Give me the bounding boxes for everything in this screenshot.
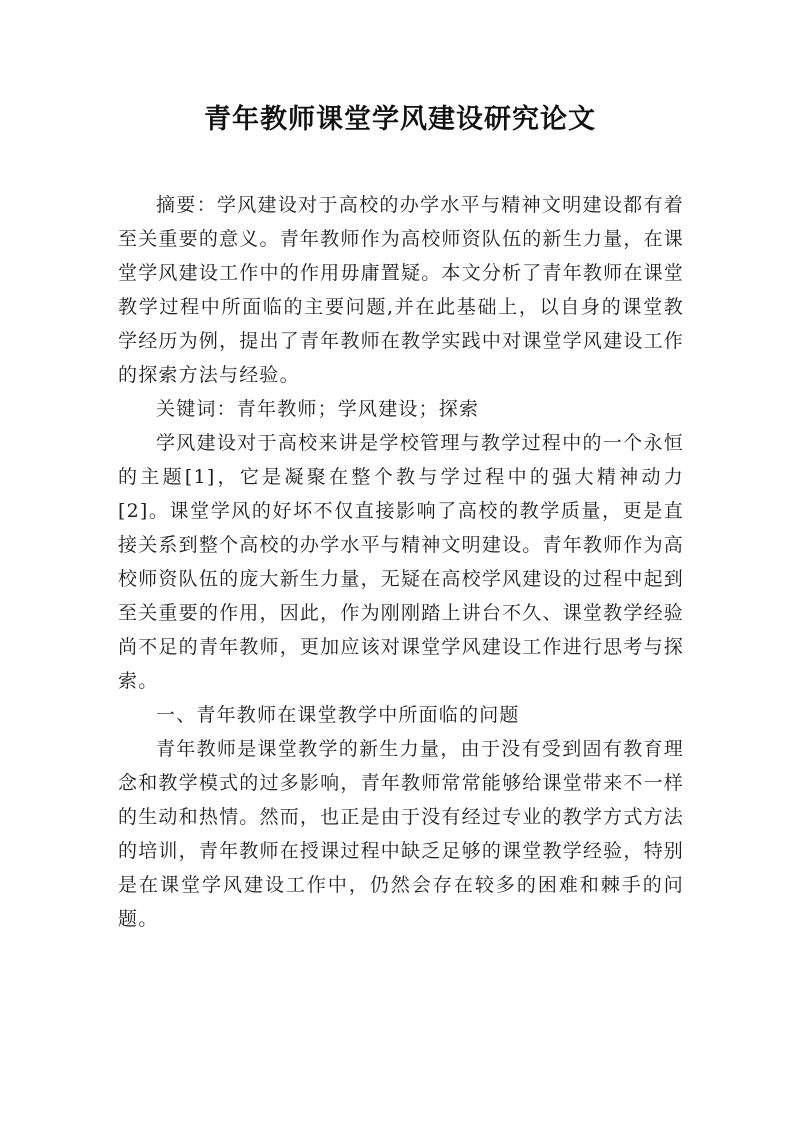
page-title: 青年教师课堂学风建设研究论文	[204, 104, 596, 135]
document-body	[118, 188, 684, 936]
section-paragraph: 青年教师是课堂教学的新生力量，由于没有受到固有教育理念和教学模式的过多影响，青年教师常常能够给课堂带来不一样的生动和热情。然而，也正是由于没有经过专业的教学方式方法的培训，青年教师在授课过程中缺乏足够的课堂教学经验，特别是在课堂学风建设工作中，仍然会存在较多的困难和棘手的问题。	[118, 738, 684, 930]
abstract-paragraph: 摘要：学风建设对于高校的办学水平与精神文明建设都有着至关重要的意义。青年教师作为高校师资队伍的新生力量，在课堂学风建设工作中的作用毋庸置疑。本文分析了青年教师在课堂教学过程中所面临的主要问题,并在此基础上，以自身的课堂教学经历为例，提出了青年教师在教学实践中对课堂学风建设工作的探索方法与经验。	[118, 194, 684, 386]
section-heading: 一、青年教师在课堂教学中所面临的问题	[156, 704, 520, 726]
keywords-paragraph: 关键词：青年教师；学风建设；探索	[156, 398, 480, 420]
intro-paragraph: 学风建设对于高校来讲是学校管理与教学过程中的一个永恒的主题[1]，它是凝聚在整个教与学过程中的强大精神动力[2]。课堂学风的好坏不仅直接影响了高校的教学质量，更是直接关系到整个高校的办学水平与精神文明建设。青年教师作为高校师资队伍的庞大新生力量，无疑在高校学风建设的过程中起到至关重要的作用，因此，作为刚刚踏上讲台不久、课堂教学经验尚不足的青年教师，更加应该对课堂学风建设工作进行思考与探索。	[118, 432, 684, 692]
